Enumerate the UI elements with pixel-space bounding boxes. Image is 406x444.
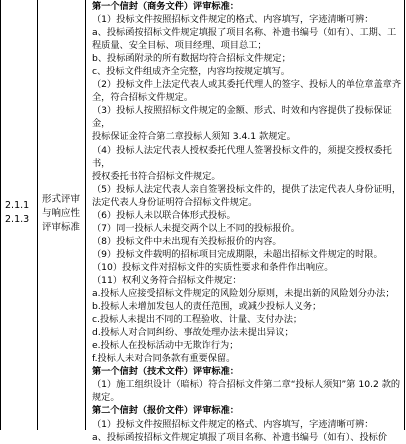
content-line: （8）投标文件中未出现有关投标报价的内容。 <box>92 235 282 247</box>
content-line: c.投标人未提出不同的工程验收、计量、支付办法； <box>92 314 303 326</box>
content-line: 第一个信封（商务文件）评审标准： <box>92 1 239 12</box>
content-line: （5）投标人法定代表人亲自签署投标文件的，提供了法定代表人身份证明， <box>92 183 402 195</box>
content-line: 投标保证金符合第二章投标人须知 3.4.1 款规定。 <box>92 131 296 143</box>
content-line: （4）投标人法定代表人授权委托代理人签署投标文件的，须提交授权委托书， <box>92 144 392 169</box>
content-line: （3）投标人按照招标文件规定的金额、形式、时效和内容提供了投标保证金， <box>92 105 392 130</box>
content-line: 第一个信封（技术文件）评审标准： <box>92 366 239 378</box>
content-line: a、投标函按招标文件规定填报了项目名称、补遗书编号（如有）、工期、工 <box>92 27 397 39</box>
content-line: b.投标人未增加发包人的责任范围，或减少投标人义务； <box>92 301 322 313</box>
criteria-name: 形式评审与响应性评审标准 <box>42 194 81 233</box>
content-line: （1）投标文件按照招标文件规定的格式、内容填写，字迹清晰可辨： <box>92 418 374 430</box>
content-line: e.投标人在投标活动中无欺诈行为； <box>92 340 239 352</box>
content-line: 法定代表人身份证明符合招标文件规定。 <box>92 196 258 208</box>
content-line: c、投标文件组成齐全完整，内容均按规定填写。 <box>92 66 290 78</box>
content-line: b、投标函附录的所有数据均符合招标文件规定； <box>92 53 291 65</box>
content-line: 全，符合招标文件规定。 <box>92 92 194 104</box>
criteria-content <box>92 0 404 444</box>
content-line: 规定。 <box>92 392 120 404</box>
content-line: （10）投标文件对招标文件的实质性要求和条件作出响应。 <box>92 261 334 273</box>
content-line: 授权委托书符合招标文件规定。 <box>92 170 221 182</box>
content-line: 第二个信封（报价文件）评审标准： <box>92 405 239 417</box>
content-line: d.投标人对合同纠纷、事故处理办法未提出异议； <box>92 327 294 339</box>
content-line: （1）施工组织设计（暗标）符合招标文件第二章“投标人须知”第 10.2 款的 <box>92 379 401 391</box>
content-line: （11）权利义务符合招标文件规定： <box>92 274 242 286</box>
content-line: （6）投标人未以联合体形式投标。 <box>92 209 236 221</box>
content-line: （7）同一投标人未提交两个以上不同的投标报价。 <box>92 222 300 234</box>
content-line: a、投标函按招标文件规定填报了项目名称、补遗书编号（如有）、投标价 <box>92 431 388 443</box>
content-line: （9）投标文件载明的招标项目完成期限，未超出招标文件规定的时限。 <box>92 248 383 260</box>
content-line: （1）投标文件按照招标文件规定的格式、内容填写，字迹清晰可辨： <box>92 14 374 26</box>
content-line: （2）投标文件上法定代表人或其委托代理人的签字、投标人的单位章盖章齐 <box>92 79 402 91</box>
content-line: f.投标人未对合同条款有重要保留。 <box>92 353 236 365</box>
clause-number: 2.1.1 2.1.3 <box>5 200 30 225</box>
content-line: a.投标人应接受招标文件规定的风险划分原则，未提出新的风险划分办法； <box>92 288 395 300</box>
content-line: 程质量、安全目标、项目经理、项目总工； <box>92 40 267 52</box>
